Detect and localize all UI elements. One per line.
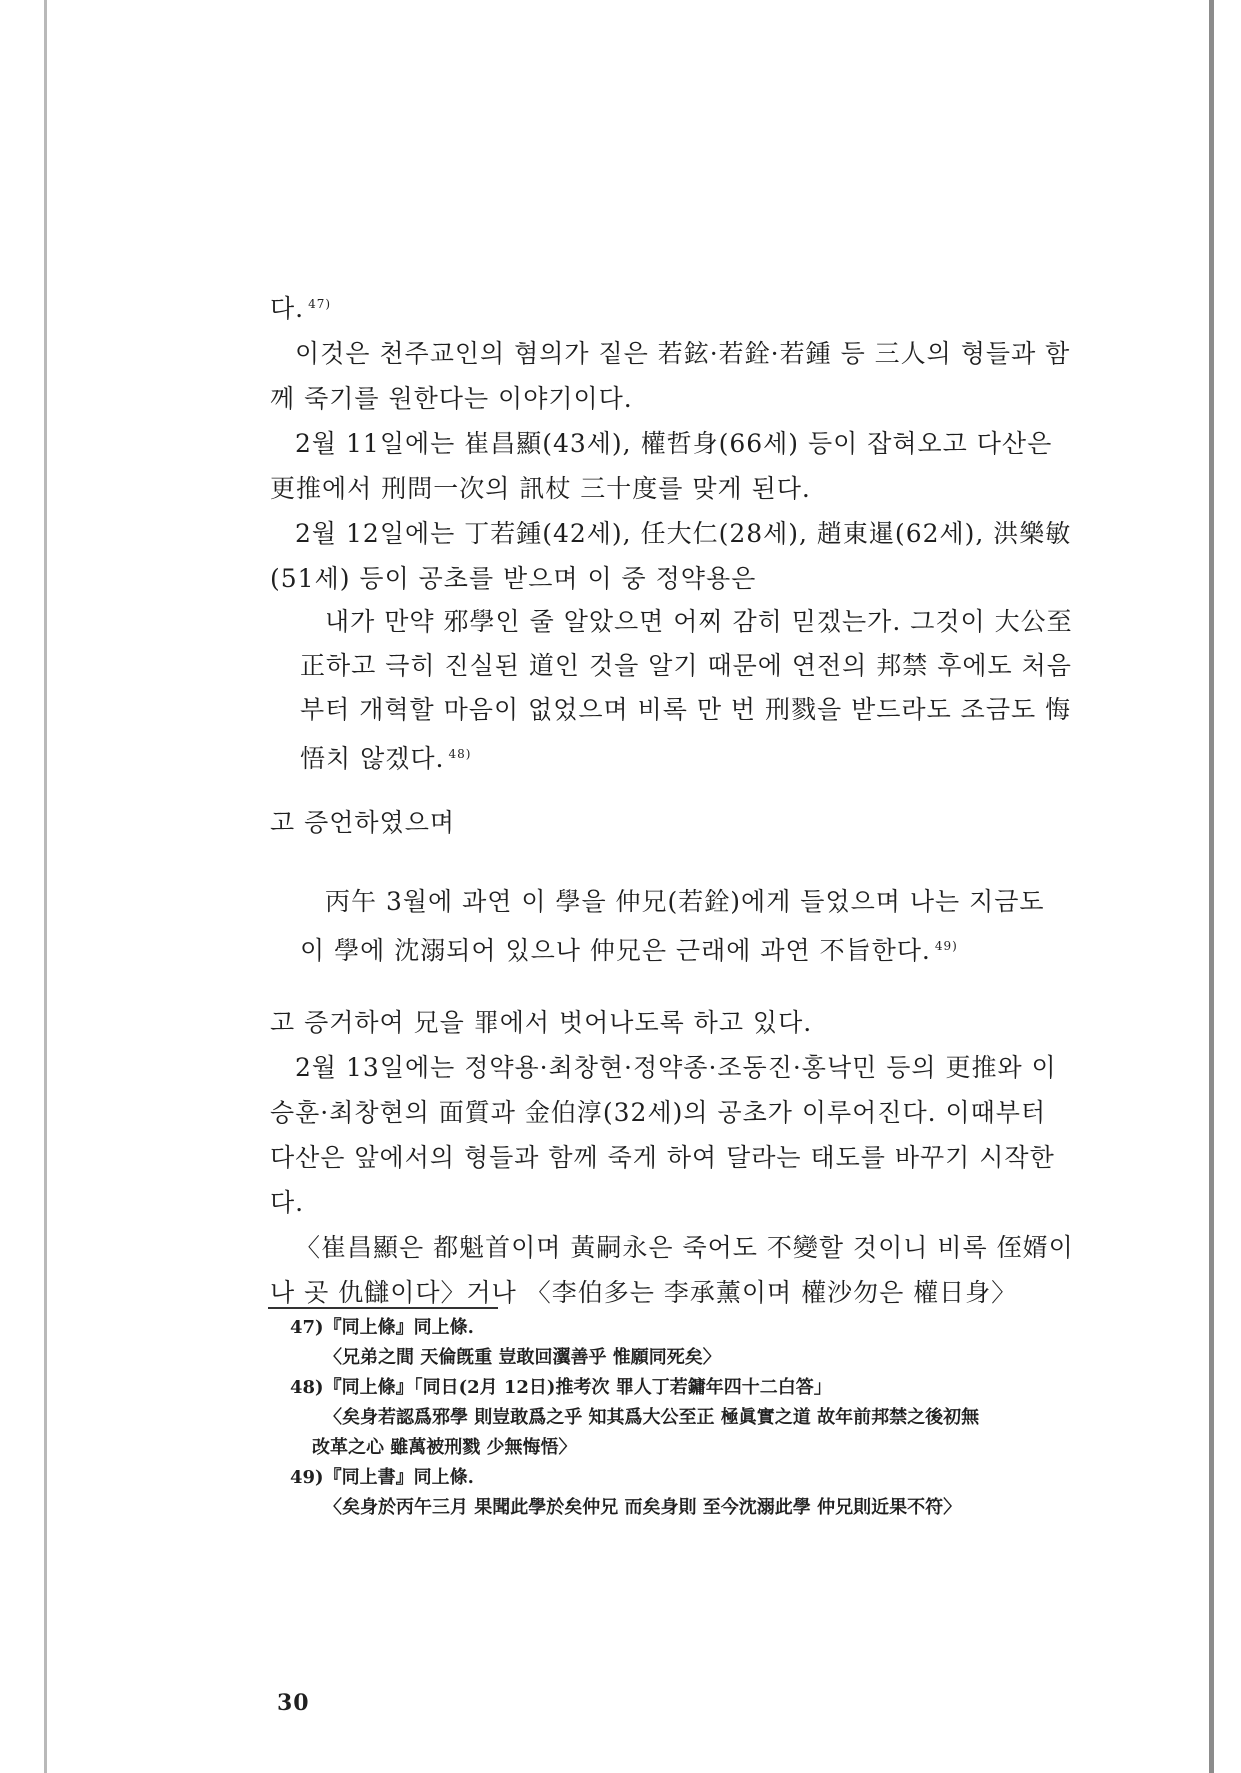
paragraph: 2월 11일에는 崔昌顯(43세), 權哲身(66세) 등이 잡혀오고 다산은 更推에서 刑問一次의 訊杖 三十度를 맞게 된다. <box>270 429 1053 503</box>
footnote-body: 〈矣身若認爲邪學 則豈敢爲之乎 知其爲大公至正 極眞實之道 故年前邦禁之後初無 <box>324 1407 980 1428</box>
paragraph: 2월 13일에는 정약용·최창현·정약종·조동진·홍낙민 등의 更推와 이승훈·최창현의 面質과 金伯淳(32세)의 공초가 이루어진다. 이때부터 다산은 앞에서의 형들과 함께 죽게 하여 달라는 태도를 바꾸기 시작한다. <box>270 1053 1057 1217</box>
body-mid <box>270 800 1074 845</box>
paragraph: 이것은 천주교인의 혐의가 짙은 若鉉·若銓·若鍾 등 三人의 형들과 함께 죽기를 원한다는 이야기이다. <box>270 339 1071 413</box>
body-line: 고 증거하여 兄을 罪에서 벗어나도록 하고 있다. <box>270 1008 813 1037</box>
body-text: 다. <box>270 294 305 323</box>
paragraph: 2월 12일에는 丁若鍾(42세), 任大仁(28세), 趙東暹(62세), 洪樂敏(51세) 등이 공초를 받으며 이 중 정약용은 <box>270 519 1072 593</box>
footnote-ref: 48) <box>448 747 472 761</box>
footnote-ref: 47) <box>308 297 332 311</box>
footnotes <box>290 1313 1070 1523</box>
footnote-source: 『同上條』「同日(2月 12日)推考次 罪人丁若鏞年四十二白答」 <box>323 1377 832 1398</box>
quote-text <box>300 880 1074 973</box>
footnote-source: 『同上書』同上條. <box>323 1467 474 1488</box>
footnote-source: 『同上條』同上條. <box>323 1317 474 1338</box>
quote-body: 내가 만약 邪學인 줄 알았으면 어찌 감히 믿겠는가. 그것이 大公至正하고 극히 진실된 道인 것을 알기 때문에 연전의 邦禁 후에도 처음부터 개혁할 마음이 없었으며 비록 만 번 刑戮을 받드라도 조금도 悔悟치 않겠다. <box>300 607 1073 773</box>
footnote-body: 改革之心 雖萬被刑戮 少無悔悟〉 <box>312 1437 577 1458</box>
body-line: 고 증언하였으며 <box>270 808 455 837</box>
footnote-body: 〈兄弟之間 天倫旣重 豈敢回瀷善乎 惟願同死矣〉 <box>324 1347 721 1368</box>
footnote-body: 〈矣身於丙午三月 果聞此學於矣仲兄 而矣身則 至今沈溺此學 仲兄則近果不符〉 <box>324 1497 962 1518</box>
body-line <box>270 282 1074 331</box>
block-quote <box>300 880 1074 973</box>
block-quote <box>300 600 1074 781</box>
paragraph: 〈崔昌顯은 都魁首이며 黃嗣永은 죽어도 不變할 것이니 비록 侄婿이나 곳 仇讎이다〉거나 〈李伯多는 李承薰이며 權沙勿은 權日身〉 <box>270 1233 1074 1307</box>
footnote <box>290 1373 1070 1403</box>
quote-text <box>300 600 1074 781</box>
footnote-number: 47) <box>290 1317 324 1338</box>
footnote-ref: 49) <box>934 939 958 953</box>
footnote-number: 48) <box>290 1377 324 1398</box>
quote-body: 丙午 3월에 과연 이 學을 仲兄(若銓)에게 들었으며 나는 지금도 이 學에 沈溺되어 있으나 仲兄은 근래에 과연 不旨한다. <box>300 887 1045 965</box>
footnote-rule <box>268 1307 498 1309</box>
footnote <box>290 1313 1070 1343</box>
footnote-number: 49) <box>290 1467 324 1488</box>
footnote <box>290 1463 1070 1493</box>
page-number: 30 <box>277 1690 310 1716</box>
body-bottom <box>270 1000 1074 1315</box>
body-top <box>270 282 1074 601</box>
